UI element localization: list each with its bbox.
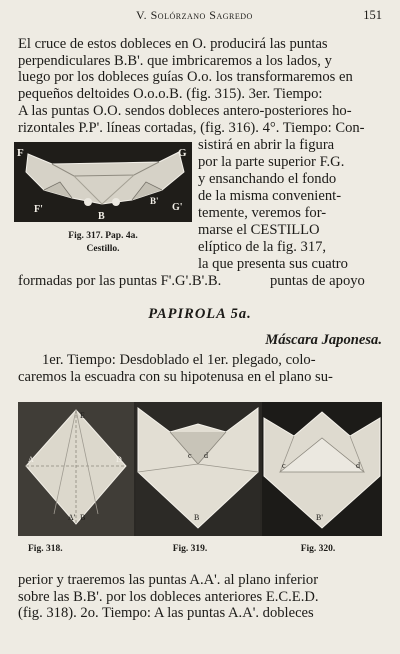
paragraph-2	[18, 352, 382, 385]
text-line: puntas de apoyo	[270, 273, 365, 289]
text-line: sobre las B.B'. por los dobleces anteriores E.C.E.D.	[18, 588, 319, 605]
text-line: elíptico de la fig. 317,	[198, 239, 327, 255]
text-line: por la parte superior F.G.	[198, 154, 345, 170]
fig320-label-d: d	[356, 461, 360, 470]
text-line: marse el CESTILLO	[198, 222, 320, 238]
text-line: perpendiculares B.B'. que imbricaremos a los lados, y	[18, 52, 332, 69]
running-head: V. Solórzano Sagredo	[136, 8, 253, 22]
fig317-label-Bp: B'	[150, 196, 159, 206]
mascara-illustrations	[18, 402, 382, 536]
text-line: temente, veremos for-	[198, 205, 327, 221]
text-line: de la misma convenient-	[198, 188, 342, 204]
paragraph-1	[18, 36, 382, 136]
fig319-label-c: c	[188, 451, 192, 460]
fig319-label-B: B	[194, 513, 200, 522]
page-header	[18, 6, 382, 26]
text-line: 1er. Tiempo: Desdoblado el 1er. plegado, colo-	[42, 352, 316, 368]
caption-line: Cestillo.	[86, 244, 120, 254]
fig318-label-E: E	[80, 411, 85, 420]
figure-319-caption: Fig. 319.	[172, 544, 208, 554]
fig317-label-F: F	[17, 147, 24, 159]
text-line: luego por los dobleces guías O.o. los transformaremos en	[18, 69, 353, 86]
figures-318-320-strip	[18, 402, 382, 536]
figure-317-caption	[14, 230, 192, 256]
text-line: El cruce de estos dobleces en O. producirá las puntas	[18, 36, 328, 52]
text-line: pequeños deltoides O.o.o.B. (fig. 315). 3er. Tiempo:	[18, 86, 323, 103]
text-line: la que presenta sus cuatro	[198, 256, 348, 272]
fig318-label-A: A	[28, 455, 34, 464]
caption-line: Fig. 317. Pap. 4a.	[68, 231, 138, 241]
fig318-label-A2: A'	[68, 513, 76, 522]
text-line: caremos la escuadra con su hipotenusa en el plano su-	[18, 368, 333, 385]
figure-320-caption: Fig. 320.	[300, 544, 336, 554]
text-line: formadas por las puntas F'.G'.B'.B.	[18, 273, 222, 289]
fig320-label-B: B'	[316, 513, 323, 522]
paragraph-1-end	[18, 273, 258, 290]
text-line: A las puntas O.O. sendos dobleces antero-posteriores ho-	[18, 102, 352, 119]
fig318-label-D: D	[116, 455, 122, 464]
cestillo-illustration	[14, 142, 192, 222]
text-line: rizontales P.P'. líneas cortadas, (fig. 316). 4°. Tiempo: Con-	[18, 119, 365, 136]
text-line: sistirá en abrir la figura	[198, 137, 335, 153]
section-title: PAPIROLA 5a.	[148, 306, 252, 322]
figure-318-caption: Fig. 318.	[28, 544, 63, 554]
page-number: 151	[363, 8, 382, 22]
text-line: y ensanchando el fondo	[198, 171, 337, 187]
figure-317-image	[14, 142, 192, 222]
fig317-label-Gp: G'	[172, 202, 183, 213]
fig319-label-d: d	[204, 451, 208, 460]
fig318-label-B: B	[80, 513, 86, 522]
fig320-label-c: c	[282, 461, 286, 470]
text-line: (fig. 318). 2o. Tiempo: A las puntas A.A'. dobleces	[18, 605, 314, 622]
text-line: perior y traeremos las puntas A.A'. al plano inferior	[18, 572, 319, 588]
paragraph-3	[18, 572, 382, 622]
fig317-label-Fp: F'	[34, 204, 43, 215]
fig317-label-G: G	[178, 147, 187, 159]
fig317-label-B: B	[98, 211, 105, 222]
section-subtitle: Máscara Japonesa.	[265, 332, 382, 348]
